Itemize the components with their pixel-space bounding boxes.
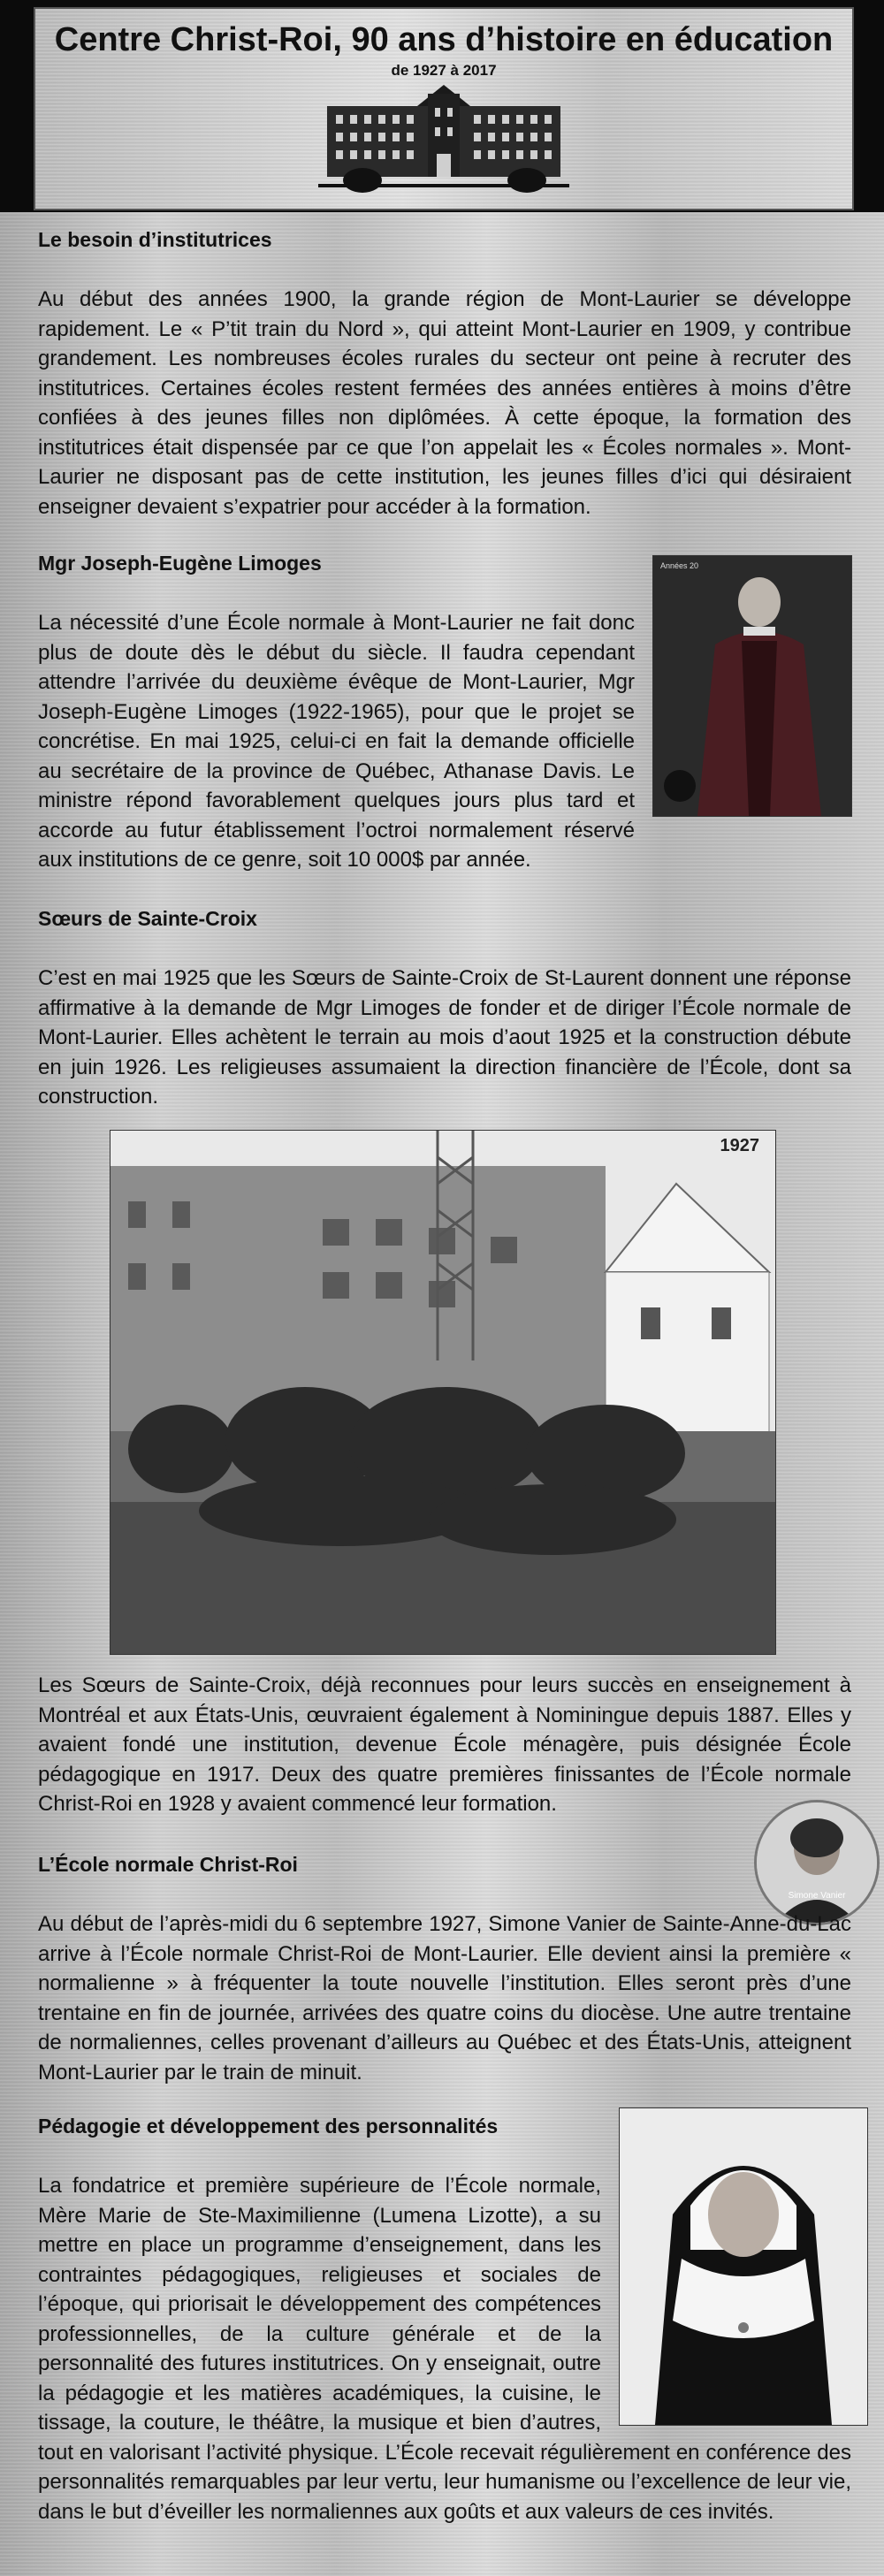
photo-label-annees20: Années 20 bbox=[660, 561, 699, 570]
construction-scene-illustration bbox=[110, 1131, 775, 1654]
section-text-ecole-normale: Au début de l’après-midi du 6 septembre 1927, Simone Vanier de Sainte-Anne-du-Lac arrive à l’École normale Christ-Roi de Mont-Laurier. Elle devient ainsi la première « normalienne » à fréquenter la toute nouvelle l’institution. Elles seront près d’une trentaine en fin de journée, arrivées des quatre coins du diocèse. Une autre trentaine de normaliennes, celles provenant d’ailleurs au Québec et des États-Unis, atteignent Mont-Laurier par le train de minuit. bbox=[38, 1912, 851, 2084]
section-heading-soeurs: Sœurs de Sainte-Croix bbox=[38, 907, 257, 930]
section-text-pedagogie: La fondatrice et première supérieure de l’École normale, Mère Marie de Ste-Maximilienne (Lumena Lizotte), a su mettre en place un programme d’enseignement, dans les contraintes pédagogiques, religieuses et sociales de l’époque, qui priorisait le développement des compétences professionnelles, de la culture générale et de la personnalité des futures institutrices. On y enseignait, outre la pédagogie et les matières académiques, la cuisine, le tissage, la couture, le théâtre, la musique et bien d’autres, tout en valorisant l’activité physique. L’École recevait régulièrement en conférence des personnalités remarquables par leur vertu, leur humanisme ou l’excellence de leur vie, dans le but d’éveiller les normaliennes aux goûts et aux valeurs de ces invités. bbox=[38, 2174, 851, 2524]
photo-caption-simone-vanier: Simone Vanier bbox=[788, 1891, 846, 1901]
section-text-besoin: Au début des années 1900, la grande région de Mont-Laurier se développe rapidement. Le « P’tit train du Nord », qui atteint Mont-Laurier en 1909, y contribue grandement. Les nombreuses écoles rurales du secteur ont peine à recruter des institutrices. Certaines écoles restent fermées des années entières à moins d’être confiées à des jeunes filles non diplômées. À cette époque, la formation des institutrices était dispensée par ce que l’on appelait les « Écoles normales ». Mont-Laurier ne disposant pas de cette institution, les jeunes filles d’ici qui désiraient enseigner devaient s’expatrier pour accéder à la formation. bbox=[38, 287, 851, 519]
section-heading-besoin: Le besoin d’institutrices bbox=[38, 228, 272, 251]
header-band bbox=[0, 0, 884, 212]
page-subtitle: de 1927 à 2017 bbox=[391, 62, 497, 79]
building-illustration bbox=[318, 81, 569, 196]
photo-simone-vanier bbox=[754, 1800, 880, 1925]
section-text-soeurs-2: Les Sœurs de Sainte-Croix, déjà reconnues pour leurs succès en enseignement à Montréal et aux États-Unis, œuvraient également à Nominingue depuis 1887. Elles y avaient fondé une institution, devenue École ménagère, puis désignée École pédagogique en 1917. Deux des quatre premières finissantes de l’École normale Christ-Roi en 1928 y avaient commencé leur formation. bbox=[38, 1673, 851, 1816]
photo-year-1927: 1927 bbox=[720, 1136, 759, 1155]
section-text-limoges: La nécessité d’une École normale à Mont-Laurier ne fait donc plus de doute dès le début du siècle. Il faudra cependant attendre l’arrivée du deuxième évêque de Mont-Laurier, Mgr Joseph-Eugène Limoges (1922-1965), pour que le projet se concrétise. En mai 1925, celui-ci en fait la demande officielle au secrétaire de la province de Québec, Athanase Davis. Le ministre répond favorablement quelques jours plus tard et accorde au futur établissement l’octroi normalement réservé aux institutions de ce genre, soit 10 000$ par année. bbox=[38, 611, 635, 872]
section-heading-pedagogie: Pédagogie et développement des personnalités bbox=[38, 2115, 499, 2138]
title-plaque bbox=[34, 7, 854, 210]
photo-1927-construction bbox=[110, 1130, 776, 1655]
simone-vanier-portrait bbox=[757, 1802, 877, 1923]
page-title: Centre Christ-Roi, 90 ans d’histoire en éducation bbox=[54, 21, 834, 58]
section-heading-ecole-normale: L’École normale Christ-Roi bbox=[38, 1853, 298, 1876]
section-text-soeurs: C’est en mai 1925 que les Sœurs de Sainte-Croix de St-Laurent donnent une réponse affirmative à la demande de Mgr Limoges de fonder et de diriger l’École normale de Mont-Laurier. Elles achètent le terrain au mois d’aout 1925 et la construction débute en juin 1926. Les religieuses assumaient la direction financière de l’École, dont sa construction. bbox=[38, 966, 851, 1109]
section-heading-limoges: Mgr Joseph-Eugène Limoges bbox=[38, 552, 322, 575]
